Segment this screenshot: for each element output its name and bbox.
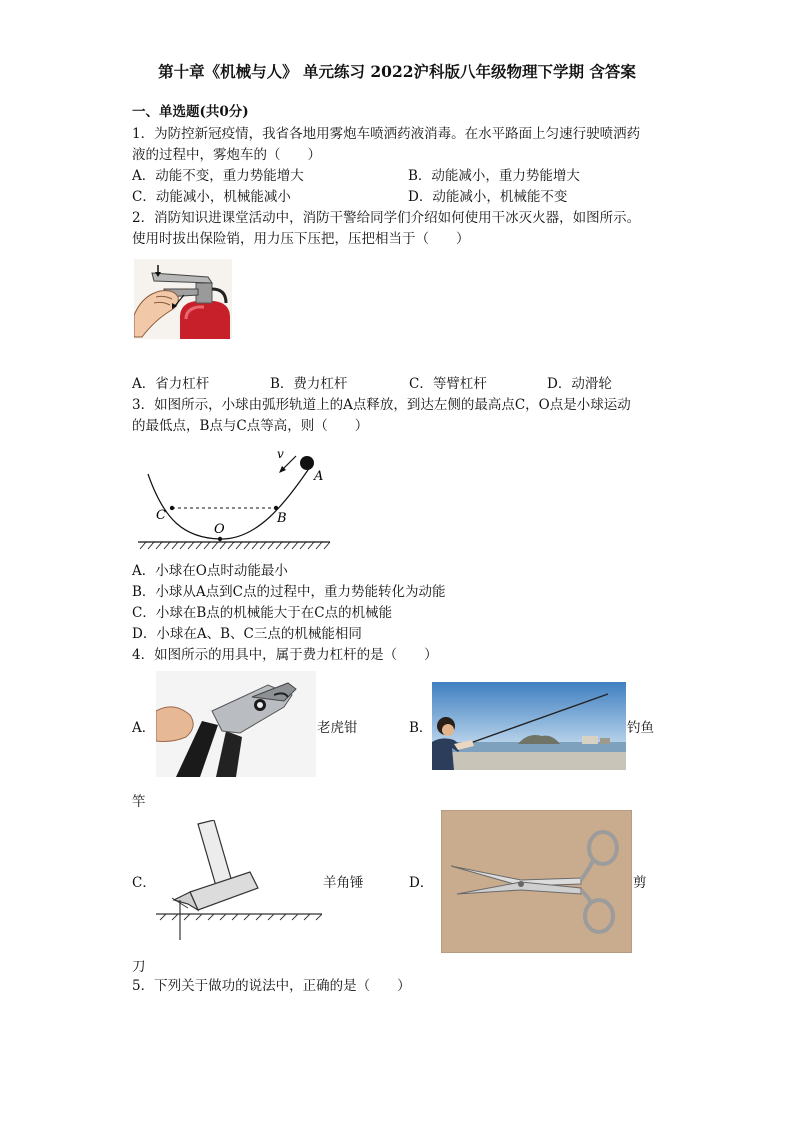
q4-option-a-letter: A． [132,720,156,736]
q3-option-c: C．小球在B点的机械能大于在C点的机械能 [132,605,393,621]
q3-stem-line2: 的最低点，B点与C点等高，则（ ） [132,418,369,434]
fishing-rod-image [432,682,626,770]
q2-option-d: D．动滑轮 [547,376,612,392]
q4-option-d-letter: D． [409,875,434,891]
scissors-image [441,810,632,953]
q2-stem-line1: 2．消防知识进课堂活动中，消防干警给同学们介绍如何使用干冰灭火器，如图所示。 [132,210,641,226]
q4-option-d-name-part1: 剪 [633,875,647,891]
q1-stem-line2: 液的过程中，雾炮车的（ ） [132,147,321,163]
q2-option-a: A．省力杠杆 [132,376,210,392]
q1-option-d: D．动能减小，机械能不变 [408,189,568,205]
q3-stem-line1: 3．如图所示，小球由弧形轨道上的A点释放，到达左侧的最高点C，O点是小球运动 [132,397,631,413]
q1-option-c: C．动能减小，机械能减小 [132,189,291,205]
q4-option-c-letter: C． [132,875,156,891]
q2-stem-line2: 使用时拔出保险销，用力压下压把，压把相当于（ ） [132,231,470,247]
q4-option-b-name-part2: 竿 [132,794,146,810]
fire-extinguisher-figure [134,259,232,339]
q5-stem: 5．下列关于做功的说法中，正确的是（ ） [132,978,411,994]
q1-option-a: A．动能不变，重力势能增大 [132,168,304,184]
label-b: B [277,511,287,526]
q3-option-b: B．小球从A点到C点的过程中，重力势能转化为动能 [132,584,446,600]
q4-stem: 4．如图所示的用具中，属于费力杠杆的是（ ） [132,647,438,663]
q2-option-c: C．等臂杠杆 [409,376,487,392]
q2-option-b: B．费力杠杆 [270,376,348,392]
q4-option-c-name: 羊角锤 [323,875,364,891]
claw-hammer-figure [154,820,324,942]
q3-option-a: A．小球在O点时动能最小 [132,563,288,579]
label-o: O [214,522,225,537]
label-a: A [314,469,324,484]
label-v: v [277,447,284,461]
arc-track-figure [134,442,334,550]
q4-option-b-name-part1: 钓鱼 [627,720,654,736]
q4-option-a-name: 老虎钳 [317,720,358,736]
section-heading: 一、单选题(共0分) [132,104,249,120]
q1-option-b: B．动能减小，重力势能增大 [408,168,580,184]
pliers-image [156,671,316,777]
q1-stem-line1: 1．为防控新冠疫情，我省各地用雾炮车喷洒药液消毒。在水平路面上匀速行驶喷洒药 [132,126,641,142]
page-title: 第十章《机械与人》 单元练习 2022沪科版八年级物理下学期 含答案 [158,62,636,81]
label-c: C [156,508,166,523]
q4-option-d-name-part2: 刀 [132,959,146,975]
q3-option-d: D．小球在A、B、C三点的机械能相同 [132,626,362,642]
q4-option-b-letter: B． [409,720,433,736]
